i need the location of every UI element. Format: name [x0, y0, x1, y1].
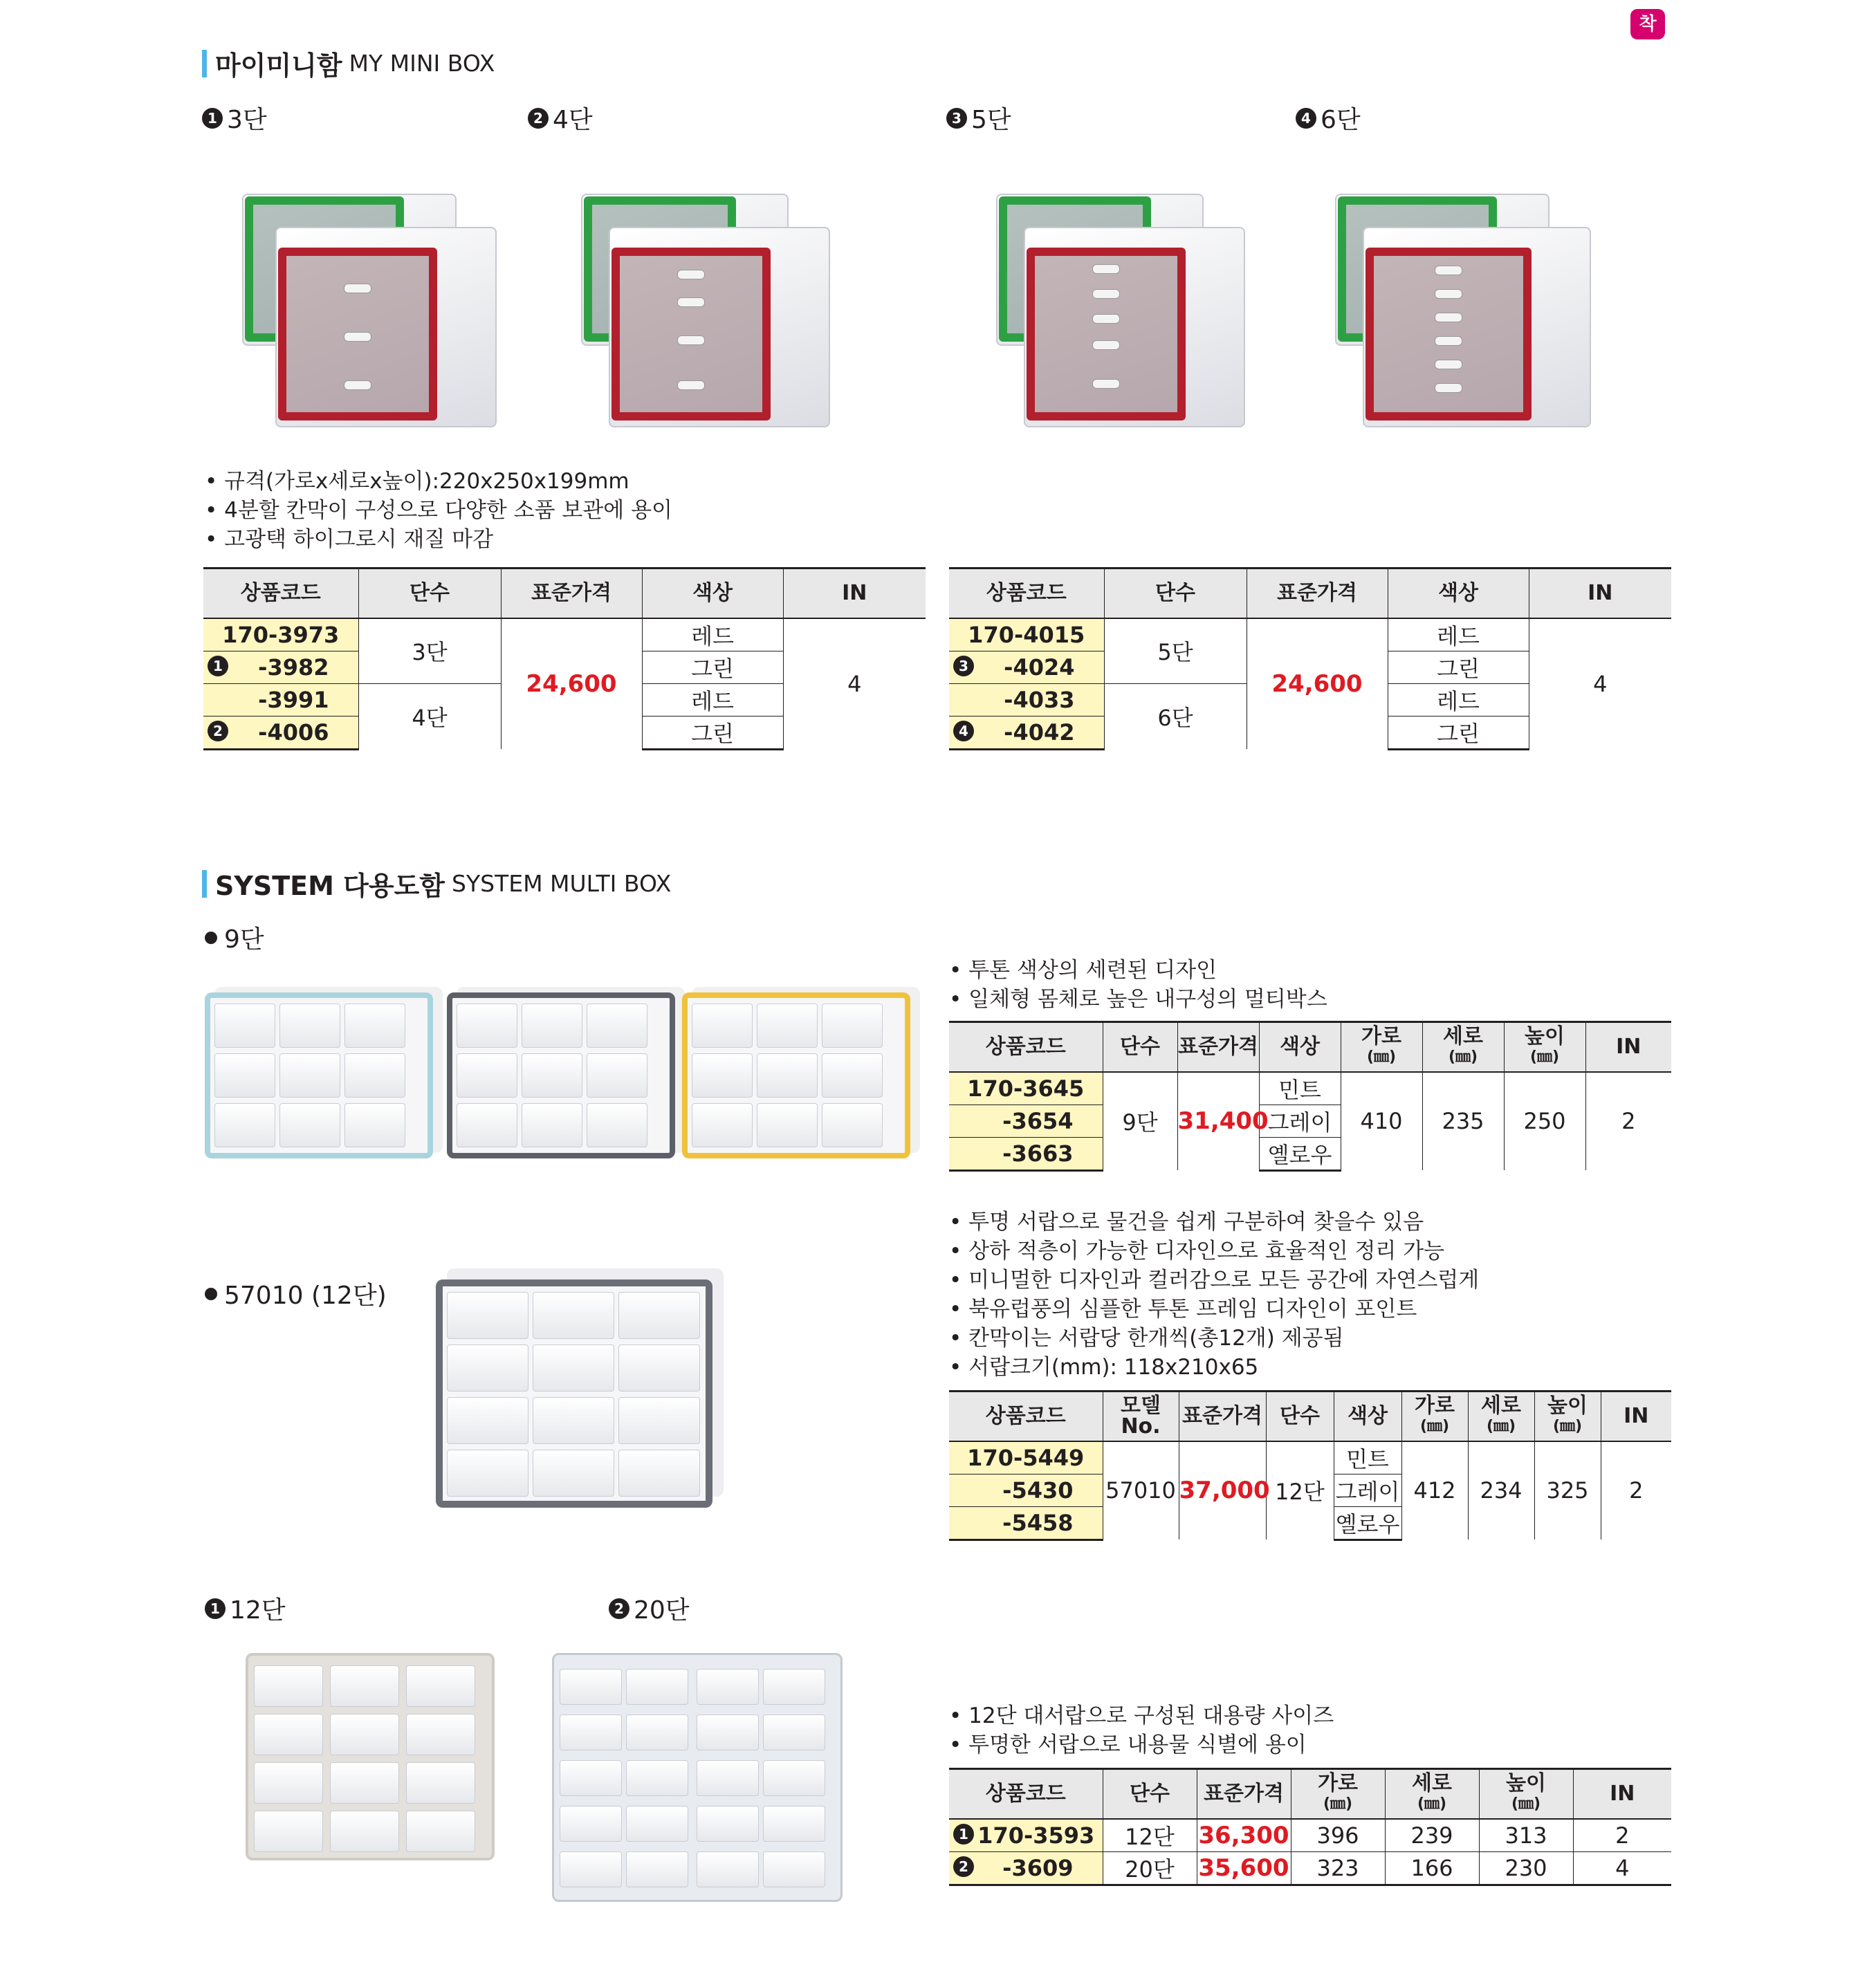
unit-label: (㎜): [1529, 1048, 1560, 1066]
variant-number: 3: [953, 656, 974, 676]
variant-label-5tier: [946, 100, 1011, 136]
header-cell: 단수: [1266, 1392, 1334, 1441]
feature-line: • 4분할 칸막이 구성으로 다양한 소품 보관에 용이: [205, 496, 672, 525]
in-cell: 2: [1573, 1819, 1671, 1852]
height-cell: 325: [1534, 1441, 1601, 1540]
variant-text: 20단: [634, 1596, 690, 1625]
bullet-dot: [205, 932, 217, 944]
header-cell: 상품코드: [949, 1022, 1103, 1072]
mini-box-section-title: [202, 44, 495, 82]
table-row: [949, 618, 1671, 651]
variant-label-3tier: [202, 100, 267, 136]
variant-number: 2: [609, 1598, 629, 1619]
cod-badge: 착불: [1630, 9, 1665, 39]
feature-line: • 12단 대서랍으로 구성된 대용량 사이즈: [949, 1701, 1334, 1730]
unit-label: (㎜): [1448, 1048, 1478, 1066]
feature-line: • 투명 서랍으로 물건을 쉽게 구분하여 찾을수 있음: [949, 1208, 1479, 1237]
header-cell: 단수: [358, 569, 501, 618]
header-label: 높이: [1525, 1024, 1565, 1048]
price-cell: 36,300: [1197, 1819, 1291, 1852]
unit-label: (㎜): [1366, 1048, 1397, 1066]
table-row: [949, 1851, 1671, 1885]
header-cell: 상품코드: [203, 569, 358, 618]
feature-line: • 북유럽풍의 심플한 투톤 프레임 디자인이 포인트: [949, 1295, 1479, 1324]
unit-label: (㎜): [1486, 1417, 1516, 1435]
header-cell: 표준가격: [1179, 1392, 1266, 1441]
header-cell-depth: [1468, 1392, 1534, 1441]
color-cell: 레드: [642, 618, 783, 651]
in-cell: 4: [1573, 1851, 1671, 1885]
tier-cell: 20단: [1103, 1851, 1197, 1885]
variant-label-6tier: [1296, 100, 1361, 136]
variant-label-9tier: [205, 920, 264, 955]
tier-cell: 9단: [1103, 1072, 1177, 1171]
width-cell: 412: [1401, 1441, 1468, 1540]
color-cell: 민트: [1334, 1441, 1401, 1475]
header-cell: 단수: [1104, 569, 1247, 618]
variant-label-57010: [205, 1276, 387, 1311]
unit-label: (㎜): [1552, 1417, 1583, 1435]
color-cell: 옐로우: [1334, 1506, 1401, 1540]
variant-number: 1: [953, 1824, 974, 1845]
product-code: 170-3973: [203, 618, 358, 651]
color-cell: 그레이: [1334, 1474, 1401, 1506]
system-box-9tier-images: [205, 986, 924, 1165]
product-code: 170-3593: [977, 1822, 1095, 1849]
product-code: -3982: [258, 654, 329, 681]
variant-text: 12단: [230, 1596, 286, 1625]
header-cell-depth: [1422, 1022, 1504, 1072]
mini-box-features: [205, 467, 672, 554]
mini-box-title: 마이미니함: [215, 50, 342, 81]
variant-label-4tier: [528, 100, 593, 136]
feature-line: • 일체형 몸체로 높은 내구성의 멀티박스: [949, 985, 1327, 1014]
mini-box-4tier-image: [581, 180, 844, 429]
width-cell: 410: [1341, 1072, 1422, 1171]
unit-label: (㎜): [1511, 1795, 1541, 1813]
table-row: [203, 618, 926, 651]
variant-number: 1: [202, 108, 223, 129]
bullet-dot: [205, 1288, 217, 1300]
feature-line: • 미니멀한 디자인과 컬러감으로 모든 공간에 자연스럽게: [949, 1266, 1479, 1295]
header-label: 세로: [1412, 1771, 1452, 1795]
header-label: 높이: [1547, 1393, 1588, 1418]
header-label: 가로: [1415, 1393, 1455, 1418]
system-box-section-title: [202, 865, 671, 903]
header-cell: IN: [783, 569, 926, 618]
variant-text: 57010 (12단): [224, 1282, 387, 1310]
product-code-cell: [949, 1819, 1103, 1852]
header-label: 가로: [1318, 1771, 1358, 1795]
height-cell: 230: [1479, 1851, 1573, 1885]
mini-box-spec-table-left: [203, 567, 926, 750]
color-cell: 옐로우: [1259, 1137, 1341, 1170]
variant-text: 5단: [971, 106, 1011, 134]
header-cell: 표준가격: [501, 569, 642, 618]
product-code: 170-3645: [949, 1072, 1103, 1105]
table-header-row: [203, 569, 926, 618]
product-code: 170-4015: [949, 618, 1104, 651]
header-label: 세로: [1443, 1024, 1483, 1048]
system-9tier-spec-table: [949, 1021, 1671, 1172]
tier-cell: 4단: [358, 683, 501, 749]
product-code: -4006: [258, 719, 329, 746]
height-cell: 313: [1479, 1819, 1573, 1852]
mini-box-title-en: MY MINI BOX: [349, 50, 495, 77]
header-cell-height: [1534, 1392, 1601, 1441]
header-cell: 색상: [1259, 1022, 1341, 1072]
header-cell: 색상: [1388, 569, 1529, 618]
width-cell: 396: [1291, 1819, 1385, 1852]
system-9tier-features: [949, 956, 1327, 1014]
table-row: [949, 1072, 1671, 1105]
unit-label: (㎜): [1323, 1795, 1353, 1813]
variant-label-12tier: [205, 1591, 286, 1626]
color-cell: 민트: [1259, 1072, 1341, 1105]
unit-label: (㎜): [1419, 1417, 1450, 1435]
color-cell: 레드: [1388, 683, 1529, 716]
in-cell: 4: [783, 618, 926, 750]
system-box-57010-image: [436, 1266, 733, 1515]
tier-cell: 6단: [1104, 683, 1247, 749]
system-large-spec-table: [949, 1768, 1671, 1886]
header-cell: 표준가격: [1197, 1769, 1291, 1819]
header-cell: 색상: [1334, 1392, 1401, 1441]
header-cell: 상품코드: [949, 1769, 1103, 1819]
price-cell: 37,000: [1179, 1441, 1266, 1540]
header-cell: 단수: [1103, 1769, 1197, 1819]
table-row: [949, 1441, 1671, 1475]
price-cell: 35,600: [1197, 1851, 1291, 1885]
product-code: 170-5449: [949, 1441, 1103, 1475]
variant-text: 4단: [553, 106, 593, 134]
system-box-title: SYSTEM 다용도함: [215, 871, 445, 901]
unit-label: (㎜): [1417, 1795, 1447, 1813]
variant-label-20tier: [609, 1591, 690, 1626]
variant-number: 4: [953, 721, 974, 741]
feature-line: • 규격(가로x세로x높이):220x250x199mm: [205, 467, 672, 496]
model-cell: 57010: [1103, 1441, 1179, 1540]
tier-cell: 5단: [1104, 618, 1247, 684]
variant-number: 1: [208, 656, 228, 676]
tier-cell: 3단: [358, 618, 501, 684]
header-cell-height: [1479, 1769, 1573, 1819]
width-cell: 323: [1291, 1851, 1385, 1885]
mini-box-spec-table-right: [949, 567, 1671, 750]
variant-number: 4: [1296, 108, 1316, 129]
header-cell-width: [1341, 1022, 1422, 1072]
table-header-row: [949, 569, 1671, 618]
header-cell: 상품코드: [949, 569, 1104, 618]
title-accent-bar: [202, 50, 207, 77]
depth-cell: 235: [1422, 1072, 1504, 1171]
header-cell-depth: [1385, 1769, 1479, 1819]
header-cell: 색상: [642, 569, 783, 618]
price-cell: 24,600: [501, 618, 642, 750]
color-cell: 그린: [1388, 716, 1529, 749]
system-box-20tier-image: [552, 1646, 856, 1909]
color-cell: 레드: [642, 683, 783, 716]
product-code-cell: [949, 1851, 1103, 1885]
product-code-cell: [949, 716, 1104, 749]
variant-number: 1: [205, 1598, 226, 1619]
tier-cell: 12단: [1103, 1819, 1197, 1852]
header-cell-height: [1504, 1022, 1585, 1072]
header-cell: 표준가격: [1247, 569, 1388, 618]
in-cell: 2: [1601, 1441, 1671, 1540]
header-cell: 상품코드: [949, 1392, 1103, 1441]
product-code: -5458: [949, 1506, 1103, 1540]
system-box-title-en: SYSTEM MULTI BOX: [452, 870, 672, 897]
table-header-row: [949, 1769, 1671, 1819]
mini-box-5tier-image: [996, 187, 1259, 429]
color-cell: 레드: [1388, 618, 1529, 651]
variant-number: 2: [953, 1856, 974, 1877]
product-code: -3609: [1002, 1854, 1074, 1881]
product-code: -3654: [949, 1104, 1103, 1137]
variant-number: 2: [528, 108, 549, 129]
header-cell-width: [1291, 1769, 1385, 1819]
feature-line: • 투톤 색상의 세련된 디자인: [949, 956, 1327, 985]
product-code: -3663: [949, 1137, 1103, 1170]
color-cell: 그린: [642, 716, 783, 749]
header-cell-width: [1401, 1392, 1468, 1441]
header-cell: IN: [1529, 569, 1671, 618]
table-row: [949, 1819, 1671, 1852]
product-code: -5430: [949, 1474, 1103, 1506]
variant-text: 9단: [224, 925, 264, 954]
depth-cell: 239: [1385, 1819, 1479, 1852]
in-cell: 2: [1585, 1072, 1671, 1171]
product-code-cell: [203, 651, 358, 683]
depth-cell: 234: [1468, 1441, 1534, 1540]
header-cell: 모델No.: [1103, 1392, 1179, 1441]
header-cell: IN: [1585, 1022, 1671, 1072]
height-cell: 250: [1504, 1072, 1585, 1171]
variant-number: 2: [208, 721, 228, 741]
feature-line: • 투명한 서랍으로 내용물 식별에 용이: [949, 1730, 1334, 1759]
system-57010-spec-table: [949, 1390, 1671, 1541]
color-cell: 그린: [642, 651, 783, 683]
product-code: -4024: [1004, 654, 1075, 681]
feature-line: • 서랍크기(mm): 118x210x65: [949, 1353, 1479, 1382]
variant-text: 3단: [227, 106, 267, 134]
table-header-row: [949, 1392, 1671, 1441]
header-cell: 단수: [1103, 1022, 1177, 1072]
header-cell: IN: [1573, 1769, 1671, 1819]
feature-line: • 고광택 하이그로시 재질 마감: [205, 525, 672, 554]
header-label: 높이: [1506, 1771, 1546, 1795]
system-57010-features: [949, 1208, 1479, 1382]
product-code-cell: [203, 716, 358, 749]
product-code-cell: [949, 651, 1104, 683]
price-cell: 31,400: [1177, 1072, 1259, 1171]
product-code: -4042: [1004, 719, 1075, 746]
header-label: 가로: [1361, 1024, 1401, 1048]
feature-line: • 상하 적층이 가능한 디자인으로 효율적인 정리 가능: [949, 1237, 1479, 1266]
product-code: -4033: [949, 683, 1104, 716]
product-code: -3991: [203, 683, 358, 716]
variant-text: 6단: [1321, 106, 1361, 134]
tier-cell: 12단: [1266, 1441, 1334, 1540]
color-cell: 그린: [1388, 651, 1529, 683]
mini-box-6tier-image: [1335, 180, 1598, 429]
system-box-12tier-image: [246, 1646, 508, 1867]
color-cell: 그레이: [1259, 1104, 1341, 1137]
header-cell: 표준가격: [1177, 1022, 1259, 1072]
variant-number: 3: [946, 108, 967, 129]
mini-box-3tier-image: [242, 180, 505, 429]
header-cell: IN: [1601, 1392, 1671, 1441]
price-cell: 24,600: [1247, 618, 1388, 750]
header-label: 세로: [1481, 1393, 1521, 1418]
feature-line: • 칸막이는 서랍당 한개씩(총12개) 제공됨: [949, 1324, 1479, 1353]
title-accent-bar: [202, 870, 207, 898]
in-cell: 4: [1529, 618, 1671, 750]
depth-cell: 166: [1385, 1851, 1479, 1885]
system-large-features: [949, 1701, 1334, 1759]
table-header-row: [949, 1022, 1671, 1072]
